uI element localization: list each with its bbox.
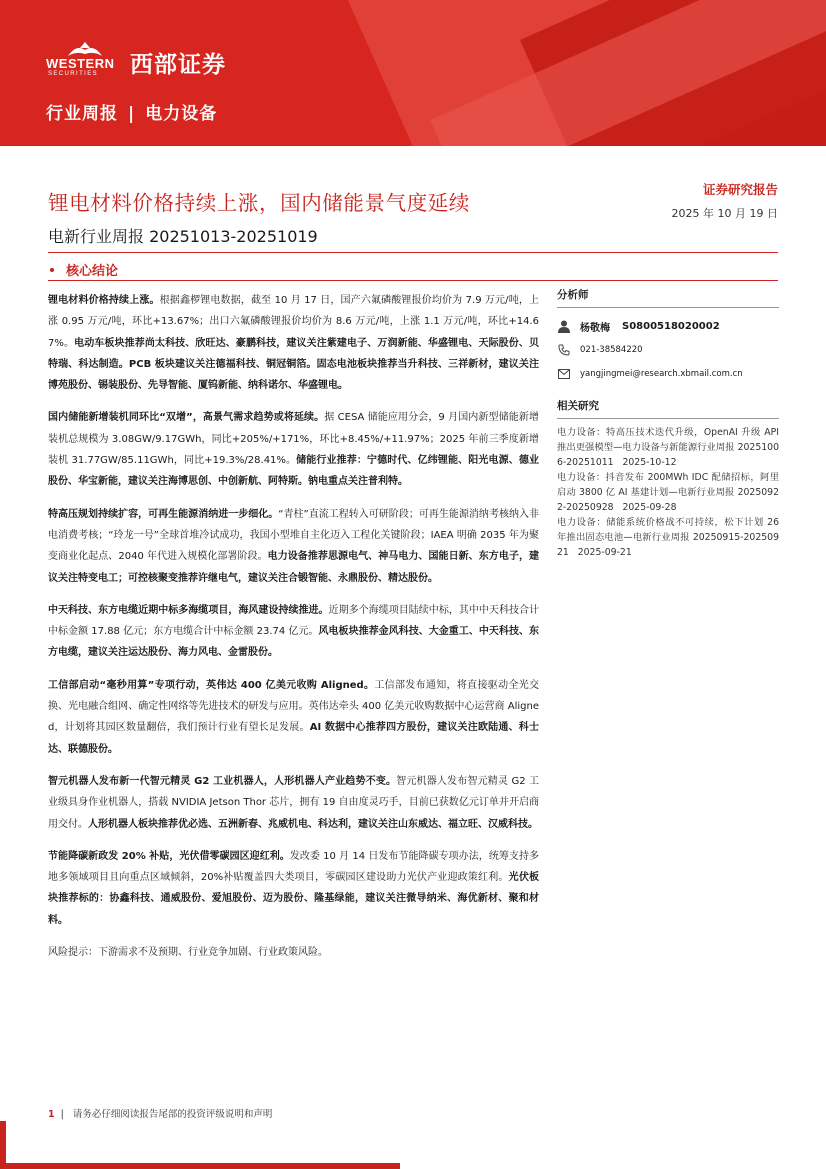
phone-icon [557, 343, 571, 357]
related-research-date: 2025-09-28 [622, 502, 677, 513]
paragraph-recommendation: 电力设备推荐思源电气、神马电力、国能日新、东方电子，建议关注特变电工；可控核聚变推荐许继电气，建议关注合锻智能、永鼎股份、精达股份。 [48, 551, 539, 584]
paragraph-body: 工信部发布通知，将直接驱动全光交换、光电融合组网、确定性网络等先进技术的研发与应用。英伟达牵头 400 亿美元收购数据中心运营商 Aligned，计划将其园区数量翻倍，我们预计行业有望长足发展。 [48, 679, 540, 734]
paragraph-lead: 节能降碳新政发 20% 补贴，光伏借零碳园区迎红利。 [48, 850, 290, 862]
person-icon [557, 319, 571, 333]
paragraph-lead: 工信部启动“毫秒用算”专项行动，英伟达 400 亿美元收购 Aligned。 [48, 679, 375, 691]
paragraph-lead: 智元机器人发布新一代智元精灵 G2 工业机器人，人形机器人产业趋势不变。 [48, 775, 397, 787]
category-label: 行业周报 [46, 104, 118, 124]
paragraph-body: 近期多个海缆项目陆续中标，其中中天科技合计中标金额 17.88 亿元；东方电缆合计中标金额 23.74 亿元。 [48, 604, 540, 638]
sector-label: 电力设备 [145, 104, 218, 124]
related-research-date: 2025-10-12 [622, 457, 677, 468]
paragraph-recommendation: AI 数据中心推荐四方股份，建议关注欧陆通、科士达、联德股份。 [48, 722, 539, 755]
analyst-name: 杨敬梅 [580, 322, 610, 334]
paragraph-robotics [48, 771, 539, 835]
page-number: 1 [48, 1109, 55, 1120]
footer-disclaimer: 请务必仔细阅读报告尾部的投资评级说明和声明 [72, 1109, 273, 1120]
paragraph-ai-datacenter [48, 675, 539, 760]
analyst-email[interactable]: yangjingmei@research.xbmail.com.cn [580, 369, 743, 379]
paragraph-recommendation: 风电板块推荐金风科技、大金重工、中天科技、东方电缆，建议关注运达股份、海力风电、金雷股份。 [48, 626, 539, 659]
related-research-text: 电力设备：储能系统价格战不可持续，松下计划 26 年推出固态电池—电新行业周报 20250915-20250921 [557, 517, 779, 558]
section-heading-text: 核心结论 [66, 264, 119, 279]
bullet-icon [50, 268, 54, 272]
report-subtitle: 电新行业周报 20251013-20251019 [48, 227, 318, 246]
report-category [46, 99, 217, 124]
paragraph-body: “青柱”直流工程转入可研阶段；可再生能源消纳考核纳入非电消费考核；“玲龙一号”全球首堆冷试成功，我国小型堆自主化迈入工程化关键阶段；IAEA 明确 2035 年为聚变商业化起点、2040 年代进入规模化部署阶段。 [48, 508, 539, 563]
logo-text-en: WESTERN [46, 56, 115, 71]
category-separator: | [128, 104, 136, 124]
related-research-item[interactable] [557, 425, 779, 470]
paragraph-recommendation: 光伏板块推荐标的：协鑫科技、通威股份、爱旭股份、迈为股份、隆基绿能，建议关注微导纳米、海优新材、聚和材料。 [48, 872, 540, 926]
footer-accent [0, 1163, 400, 1169]
paragraph-body: 根据鑫椤锂电数据，截至 10 月 17 日，国产六氟磷酸锂报价均价为 7.9 万元/吨，上涨 0.95 万元/吨，环比+13.67%；出口六氟磷酸锂报价均价为 8.6 万元/吨，上涨 1.1 万元/吨，环比+14.67%。 [48, 295, 540, 349]
analyst-phone-row [557, 340, 779, 360]
related-research-text: 电力设备：抖音发布 200MWh IDC 配储招标，阿里启动 3800 亿 AI 基建计划—电新行业周报 20250922-20250928 [557, 472, 779, 513]
paragraph-recommendation: 人形机器人板块推荐优必选、五洲新春、兆威机电、科达利，建议关注山东威达、福立旺、汉威科技。 [88, 818, 538, 830]
report-type: 证券研究报告 [702, 182, 778, 197]
analyst-email-row [557, 364, 779, 384]
related-research-item[interactable] [557, 515, 779, 560]
footer-separator: | [60, 1109, 64, 1120]
paragraph-recommendation: 电动车板块推荐尚太科技、欣旺达、豪鹏科技，建议关注紫建电子、万润新能、华盛锂电、天际股份、贝特瑞、科达制造。PCB 板块建议关注德福科技、铜冠铜箔。固态电池板块推荐当升科技、三祥新材，建议关注博苑股份、锡装股份、先导智能、厦钨新能、纳科诺尔、华盛锂电。 [48, 337, 539, 392]
paragraph-recommendation: 储能行业推荐：宁德时代、亿纬锂能、阳光电源、德业股份、华宝新能，建议关注海博思创、中创新航、阿特斯。钠电重点关注普利特。 [48, 455, 540, 488]
paragraph-uhv [48, 504, 539, 589]
paragraph-body: 发改委 10 月 14 日发布节能降碳专项办法，统筹支持多地多领域项目且向重点区域倾斜，20%补贴覆盖四大类项目，零碳园区建设助力光伏产业迎政策红利。 [48, 850, 539, 884]
paragraph-lead: 特高压规划持续扩容，可再生能源消纳进一步细化。 [48, 508, 279, 520]
footer-accent [0, 1121, 6, 1169]
related-research-item[interactable] [557, 470, 779, 515]
logo-text-cn: 西部证券 [130, 51, 226, 78]
logo-text-en-sub: SECURITIES [48, 71, 99, 77]
sidebar [557, 287, 779, 560]
paragraph-lead: 国内储能新增装机同环比“双增”，高景气需求趋势或将延续。 [48, 412, 325, 424]
paragraph-body: 据 CESA 储能应用分会，9 月国内新型储能新增装机总规模为 3.08GW/9.17GWh，同比+205%/+171%，环比+8.45%/+11.97%；2025 年前三季度新增装机 31.77GW/85.11GWh，同比+19.3%/28.41%。 [48, 412, 539, 467]
related-research-text: 电力设备：特高压技术迭代升级，OpenAI 升级 API 推出更强模型—电力设备与新能源行业周报 20251006-20251011 [557, 427, 779, 468]
section-heading [48, 260, 118, 279]
analyst-heading: 分析师 [557, 287, 779, 308]
report-title: 锂电材料价格持续上涨，国内储能景气度延续 [48, 191, 470, 215]
paragraph-photovoltaic [48, 846, 539, 931]
mail-icon [557, 367, 571, 381]
related-research-heading: 相关研究 [557, 398, 779, 419]
company-logo [46, 42, 226, 82]
divider [48, 252, 778, 253]
analyst-name-row [557, 316, 779, 336]
paragraph-storage [48, 407, 539, 492]
report-date: 2025 年 10 月 19 日 [671, 207, 778, 220]
paragraph-lithium [48, 290, 539, 396]
paragraph-lead: 中天科技、东方电缆近期中标多海缆项目，海风建设持续推进。 [48, 604, 329, 616]
paragraph-lead: 锂电材料价格持续上涨。 [48, 295, 160, 306]
divider [48, 280, 778, 281]
logo-mark [46, 42, 124, 82]
analyst-certificate: S0800518020002 [622, 320, 720, 332]
footer [48, 1106, 272, 1120]
header-banner [0, 0, 826, 146]
main-content [48, 290, 539, 963]
related-research-date: 2025-09-21 [577, 547, 632, 558]
analyst-phone: 021-38584220 [580, 345, 643, 355]
paragraph-offshore-wind [48, 600, 539, 664]
risk-warning: 风险提示：下游需求不及预期、行业竞争加剧、行业政策风险。 [48, 947, 328, 959]
paragraph-body: 智元机器人发布智元精灵 G2 工业级具身作业机器人，搭载 NVIDIA Jetson Thor 芯片，拥有 19 自由度灵巧手，目前已获数亿元订单并开启商用交付。 [48, 775, 539, 830]
